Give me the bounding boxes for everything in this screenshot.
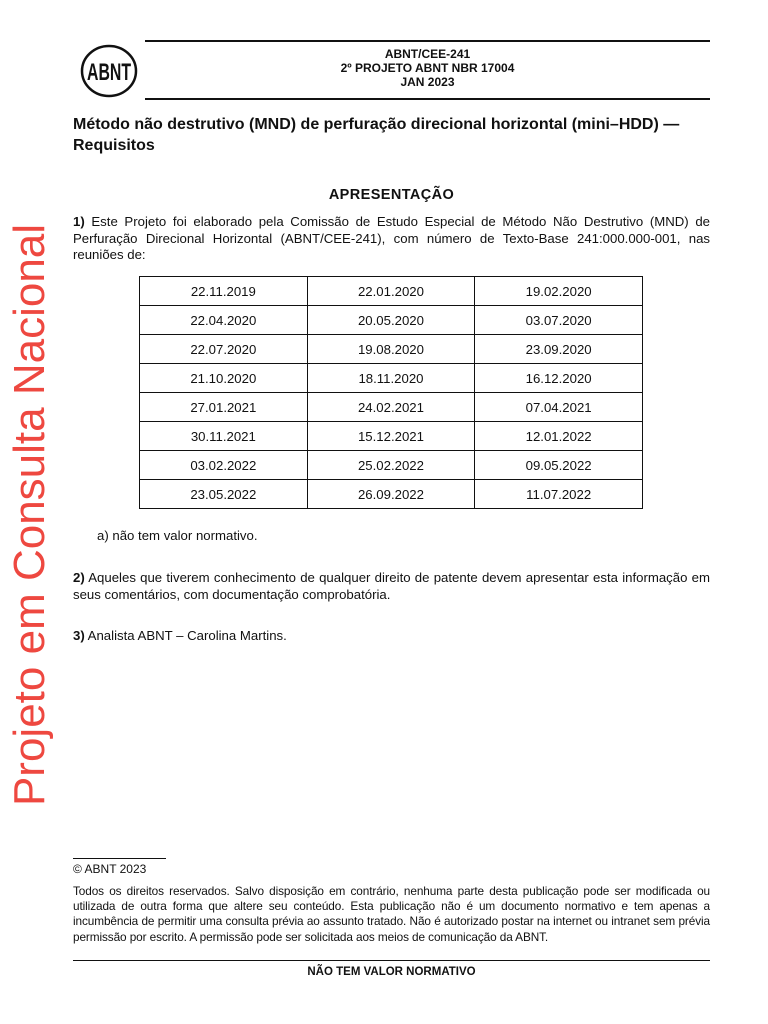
watermark: Projeto em Consulta Nacional <box>5 223 54 807</box>
table-row <box>140 335 643 364</box>
table-cell: 16.12.2020 <box>475 364 643 393</box>
paragraph-2-text: Aqueles que tiverem conhecimento de qualquer direito de patente devem apresentar esta informação em seus comentários, com documentação comprobatória. <box>73 570 710 602</box>
paragraph-1-number: 1) <box>73 214 85 229</box>
paragraph-2 <box>73 570 710 603</box>
table-cell: 20.05.2020 <box>307 306 475 335</box>
header-committee: ABNT/CEE-241 <box>384 47 471 61</box>
header-project: 2º PROJETO ABNT NBR 17004 <box>340 61 515 75</box>
table-cell: 22.01.2020 <box>307 277 475 306</box>
table-row <box>140 393 643 422</box>
table-cell: 19.02.2020 <box>475 277 643 306</box>
table-cell: 03.02.2022 <box>140 451 308 480</box>
table-row <box>140 451 643 480</box>
header-top-rule <box>145 40 710 42</box>
copyright-rule <box>73 858 166 859</box>
table-cell: 26.09.2022 <box>307 480 475 509</box>
table-row <box>140 480 643 509</box>
abnt-logo <box>80 44 138 98</box>
table-cell: 30.11.2021 <box>140 422 308 451</box>
table-cell: 27.01.2021 <box>140 393 308 422</box>
table-cell: 03.07.2020 <box>475 306 643 335</box>
copyright: © ABNT 2023 <box>73 862 147 876</box>
list-item-a: a) não tem valor normativo. <box>97 528 258 543</box>
table-row <box>140 422 643 451</box>
table-cell: 12.01.2022 <box>475 422 643 451</box>
paragraph-3-text: Analista ABNT – Carolina Martins. <box>87 628 287 643</box>
table-cell: 09.05.2022 <box>475 451 643 480</box>
header-block <box>145 47 710 89</box>
table-cell: 18.11.2020 <box>307 364 475 393</box>
table-cell: 23.05.2022 <box>140 480 308 509</box>
table-cell: 22.07.2020 <box>140 335 308 364</box>
document-title: Método não destrutivo (MND) de perfuração direcional horizontal (mini–HDD) — Requisitos <box>73 116 680 154</box>
table-cell: 23.09.2020 <box>475 335 643 364</box>
table-row <box>140 277 643 306</box>
rights-notice: Todos os direitos reservados. Salvo disposição em contrário, nenhuma parte desta publicação pode ser modificada ou utilizada de outra forma que altere seu conteúdo. Esta publicação não é um documento normativo e tem apenas a incumbência de permitir uma consulta prévia ao assunto tratado. Não é autorizado postar na internet ou intranet sem prévia permissão por escrito. A permissão pode ser solicitada aos meios de comunicação da ABNT. <box>73 884 710 944</box>
paragraph-2-number: 2) <box>73 570 85 585</box>
meetings-table <box>139 276 643 509</box>
paragraph-1 <box>73 214 710 264</box>
footer-notice: NÃO TEM VALOR NORMATIVO <box>307 966 476 978</box>
table-cell: 22.04.2020 <box>140 306 308 335</box>
logo-text: ABNT <box>87 59 132 86</box>
table-cell: 25.02.2022 <box>307 451 475 480</box>
header-bottom-rule <box>145 98 710 100</box>
paragraph-3 <box>73 628 710 645</box>
paragraph-1-text: Este Projeto foi elaborado pela Comissão de Estudo Especial de Método Não Destrutivo (MND) de Perfuração Direcional Horizontal (ABNT/CEE-241), com número de Texto-Base 241:000.000-001, nas reuniões de: <box>73 214 710 262</box>
table-row <box>140 364 643 393</box>
table-cell: 19.08.2020 <box>307 335 475 364</box>
table-cell: 22.11.2019 <box>140 277 308 306</box>
table-cell: 21.10.2020 <box>140 364 308 393</box>
section-title: APRESENTAÇÃO <box>328 187 455 203</box>
table-cell: 24.02.2021 <box>307 393 475 422</box>
table-cell: 15.12.2021 <box>307 422 475 451</box>
footer-rule <box>73 960 710 961</box>
paragraph-3-number: 3) <box>73 628 85 643</box>
table-cell: 07.04.2021 <box>475 393 643 422</box>
table-cell: 11.07.2022 <box>475 480 643 509</box>
header-date: JAN 2023 <box>400 75 455 89</box>
table-row <box>140 306 643 335</box>
